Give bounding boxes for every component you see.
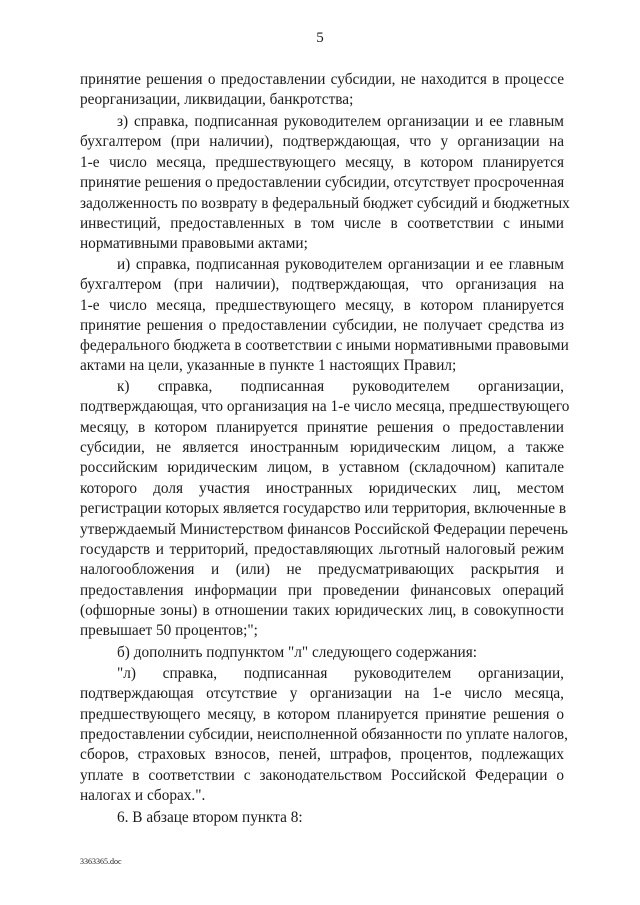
text-line: принятие решения о предоставлении субсидии, не находится в процессе xyxy=(80,71,564,88)
text-line: предоставлении субсидии, неисполненной обязанности по уплате налогов, xyxy=(80,726,568,743)
text-line: бухгалтером (при наличии), подтверждающая, что организация на xyxy=(80,276,564,293)
text-line: актами на цели, указанные в пункте 1 настоящих Правил; xyxy=(80,357,457,374)
text-line: б) дополнить подпунктом "л" следующего содержания: xyxy=(117,644,478,661)
text-line: российским юридическим лицом, в уставном (складочном) капитале xyxy=(80,459,564,476)
text-line: подтверждающая отсутствие у организации на 1-е число месяца, xyxy=(80,685,564,702)
text-line: и) справка, подписанная руководителем организации и ее главным xyxy=(117,256,564,273)
text-line: 1-е число месяца, предшествующего месяцу, в котором планируется xyxy=(80,297,564,314)
text-line: налогообложения и (или) не предусматривающих раскрытия и xyxy=(80,561,564,578)
text-line: предшествующего месяцу, в котором планируется принятие решения о xyxy=(80,706,564,723)
text-line: к) справка, подписанная руководителем организации, xyxy=(117,378,564,395)
text-line: 6. В абзаце втором пункта 8: xyxy=(117,809,303,826)
text-line: превышает 50 процентов;"; xyxy=(80,622,258,639)
text-line: задолженность по возврату в федеральный бюджет субсидий и бюджетных xyxy=(80,195,570,212)
text-line: утверждаемый Министерством финансов Российской Федерации перечень xyxy=(80,521,569,538)
text-line: нормативными правовыми актами; xyxy=(80,235,308,252)
text-line: "л) справка, подписанная руководителем организации, xyxy=(117,665,564,682)
page-number: 5 xyxy=(316,30,324,46)
text-line: сборов, страховых взносов, пеней, штрафов, процентов, подлежащих xyxy=(80,746,564,763)
text-line: реорганизации, ликвидации, банкротства; xyxy=(80,91,354,108)
text-line: 1-е число месяца, предшествующего месяцу, в котором планируется xyxy=(80,154,564,171)
text-line: принятие решения о предоставлении субсидии, отсутствует просроченная xyxy=(80,174,565,191)
text-line: подтверждающая, что организация на 1-е число месяца, предшествующего xyxy=(80,398,570,415)
text-line: регистрации которых является государство или территория, включенные в xyxy=(80,500,567,517)
text-line: федерального бюджета в соответствии с иными нормативными правовыми xyxy=(80,337,569,354)
text-line: месяцу, в котором планируется принятие решения о предоставлении xyxy=(80,419,564,436)
footer-filename: 3363365.doc xyxy=(80,857,122,866)
text-line: з) справка, подписанная руководителем организации и ее главным xyxy=(117,113,564,130)
text-line: уплате в соответствии с законодательством Российской Федерации о xyxy=(80,767,564,784)
text-line: бухгалтером (при наличии), подтверждающая, что у организации на xyxy=(80,133,564,150)
text-line: принятие решения о предоставлении субсидии, не получает средства из xyxy=(80,317,564,334)
text-line: предоставления информации при проведении финансовых операций xyxy=(80,582,564,599)
text-line: налогах и сборах.". xyxy=(80,787,206,804)
text-line: (офшорные зоны) в отношении таких юридических лиц, в совокупности xyxy=(80,602,564,619)
text-line: государств и территорий, предоставляющих льготный налоговый режим xyxy=(80,541,564,558)
text-line: инвестиций, предоставленных в том числе в соответствии с иными xyxy=(80,215,564,232)
text-line: которого доля участия иностранных юридических лиц, местом xyxy=(80,480,564,497)
text-line: субсидии, не является иностранным юридическим лицом, а также xyxy=(80,439,564,456)
